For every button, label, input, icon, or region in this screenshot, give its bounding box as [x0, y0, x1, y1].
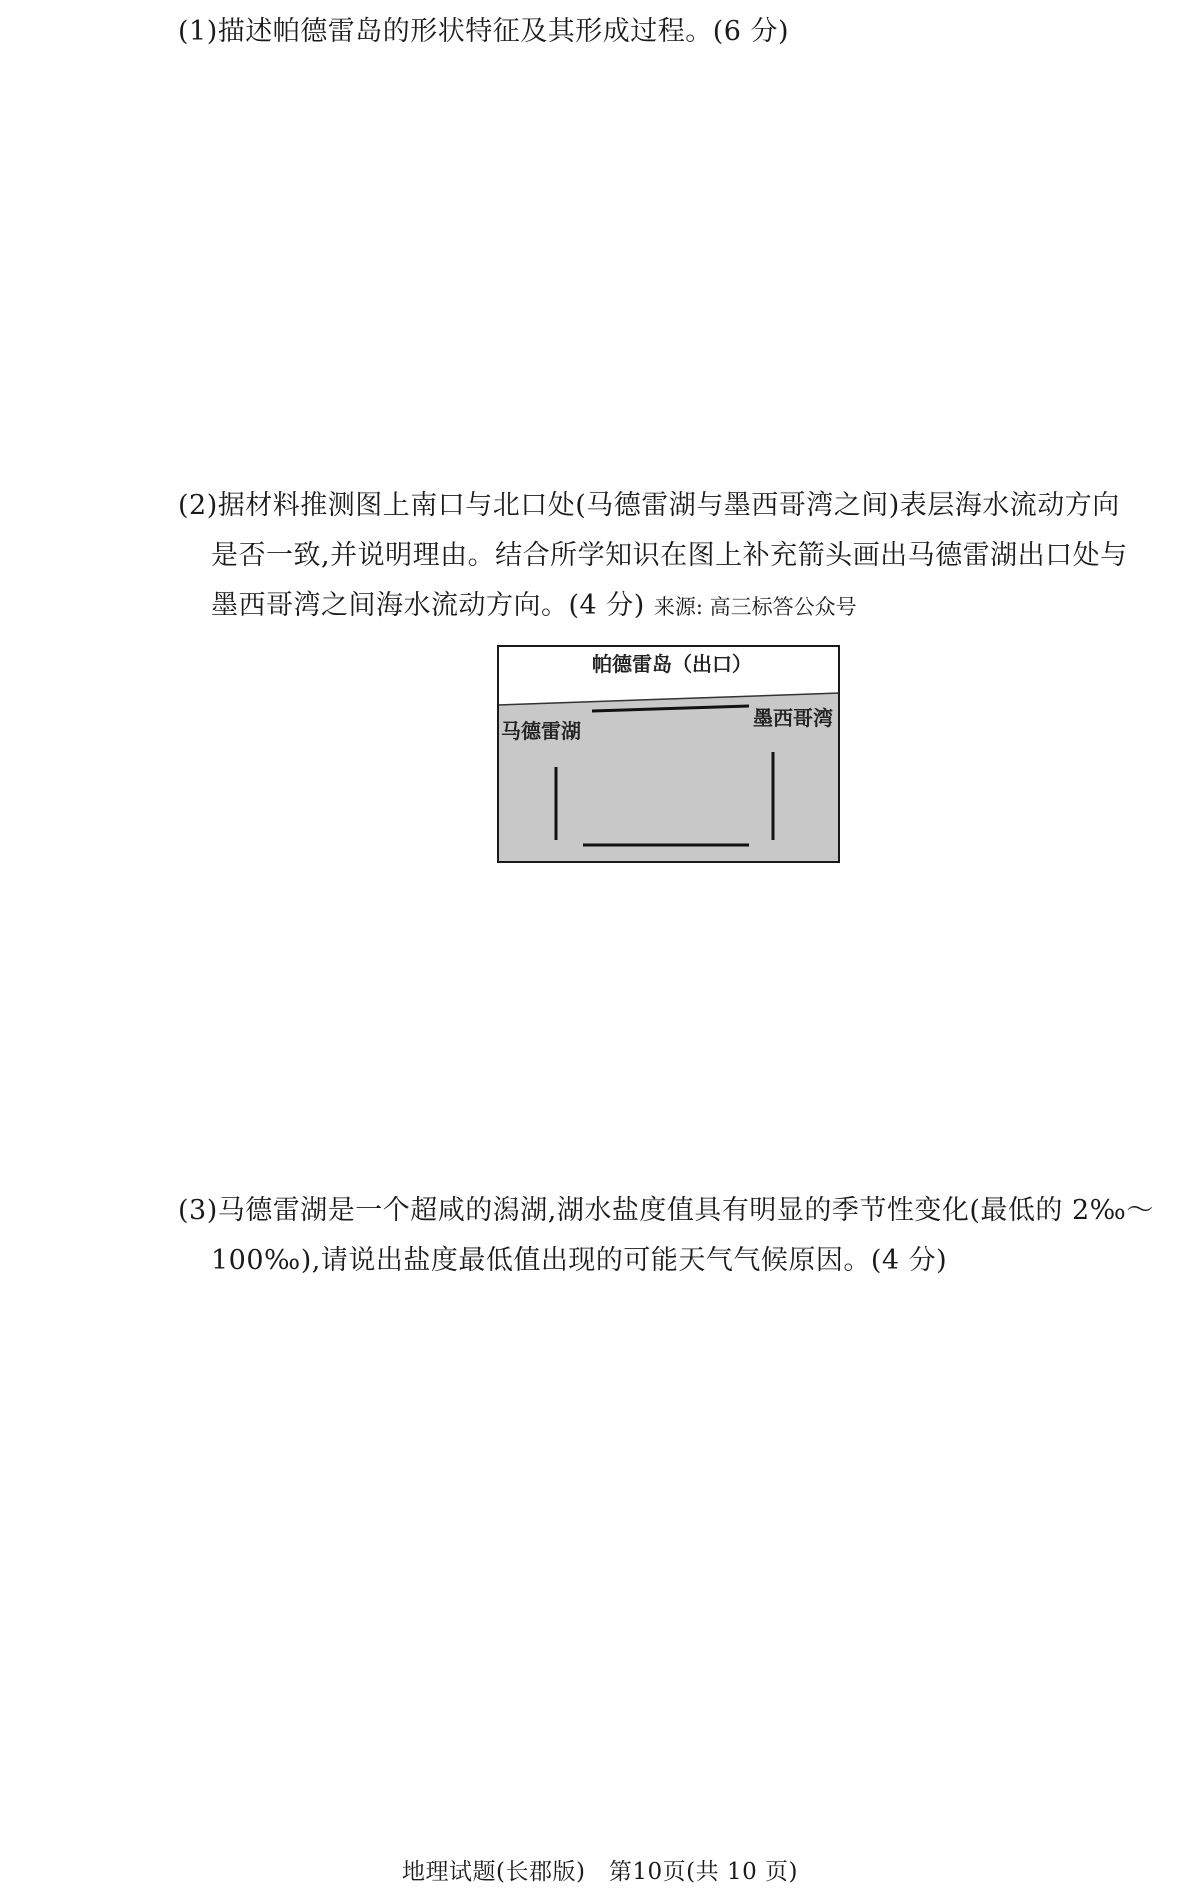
- diagram-label-island: 帕德雷岛（出口）: [592, 652, 752, 676]
- q2-prompt-line-1: (2)据材料推测图上南口与北口处(马德雷湖与墨西哥湾之间)表层海水流动方向: [178, 490, 1120, 521]
- q1-prompt: (1)描述帕德雷岛的形状特征及其形成过程。(6 分): [178, 16, 790, 47]
- q3-prompt-line-2: 100‰),请说出盐度最低值出现的可能天气气候原因。(4 分): [211, 1245, 948, 1276]
- diagram-label-gulf: 墨西哥湾: [753, 706, 833, 730]
- q2-prompt-line-3-text: 墨西哥湾之间海水流动方向。(4 分): [211, 590, 645, 621]
- q2-prompt-line-2: 是否一致,并说明理由。结合所学知识在图上补充箭头画出马德雷湖出口处与: [211, 540, 1128, 571]
- lagoon-diagram-svg: [497, 645, 840, 863]
- source-note: 来源: 高三标答公众号: [653, 595, 857, 619]
- page-footer: 地理试题(长郡版) 第10页(共 10 页): [401, 1859, 799, 1885]
- lagoon-diagram: [497, 645, 840, 863]
- q3-prompt-line-1: (3)马德雷湖是一个超咸的潟湖,湖水盐度值具有明显的季节性变化(最低的 2‰～: [178, 1195, 1154, 1226]
- q2-prompt-line-3: [211, 587, 857, 626]
- diagram-label-lagoon: 马德雷湖: [501, 719, 581, 743]
